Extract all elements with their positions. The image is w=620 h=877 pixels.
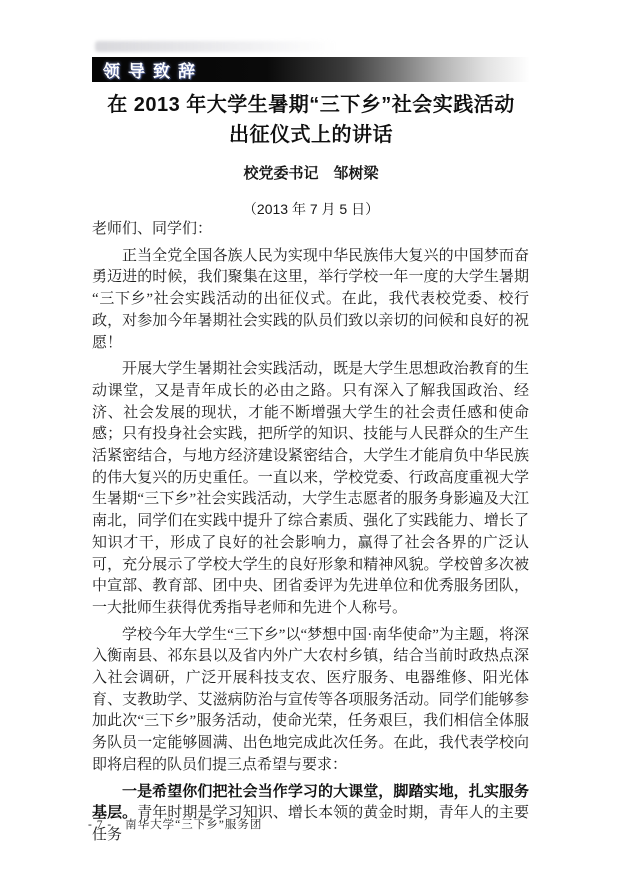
paragraph-4-rest: 青年时期是学习知识、增长本领的黄金时期，青年人的主要任务 — [92, 805, 529, 843]
paragraph-1: 正当全党全国各族人民为实现中华民族伟大复兴的中国梦而奋勇迈进的时候，我们聚集在这里，举行学校一年一度的大学生暑期“三下乡”社会实践活动的出征仪式。在此，我代表校党委、校行政，对参加今年暑期社会实践的队员们致以亲切的问候和良好的祝愿！ — [92, 247, 529, 351]
scan-bleed-artifact — [95, 41, 335, 52]
paragraph-3: 学校今年大学生“三下乡”以“梦想中国·南华使命”为主题，将深入衡南县、祁东县以及省内外广大农村乡镇，结合当前时政热点深入社会调研，广泛开展科技支农、医疗服务、电器维修、阳光体育、支教助学、艾滋病防治与宣传等各项服务活动。同学们能够参加此次“三下乡”服务活动，使命光荣，任务艰巨，我们相信全体服务队员一定能够圆满、出色地完成此次任务。在此，我代表学校向即将启程的队员们提三点希望与要求： — [92, 626, 529, 773]
document-title-line-1: 在 2013 年大学生暑期“三下乡”社会实践活动 — [107, 94, 515, 116]
footer-team-name: 南华大学“三下乡”服务团 — [125, 819, 263, 831]
salutation: 老师们、同学们： — [92, 221, 213, 237]
document-title — [92, 90, 530, 150]
document-body — [92, 219, 529, 852]
section-banner-label: 领导致辞 — [103, 62, 203, 81]
author-line: 校党委书记 邹树梁 — [243, 165, 379, 182]
paragraph-2: 开展大学生暑期社会实践活动，既是大学生思想政治教育的生动课堂，又是青年成长的必由之路。只有深入了解我国政治、经济、社会发展的现状，才能不断增强大学生的社会责任感和使命感；只有投身社会实践，把所学的知识、技能与人民群众的生产生活紧密结合，与地方经济建设紧密结合，大学生才能肩负中华民族的伟大复兴的历史重任。一直以来，学校党委、行政高度重视大学生暑期“三下乡”社会实践活动，大学生志愿者的服务身影遍及大江南北，同学们在实践中提升了综合素质、强化了实践能力、增长了知识才干，形成了良好的社会影响力，赢得了社会各界的广泛认可，充分展示了学校大学生的良好形象和精神风貌。学校曾多次被中宣部、教育部、团中央、团省委评为先进单位和优秀服务团队，一大批师生获得优秀指导老师和先进个人称号。 — [92, 361, 529, 616]
section-banner — [92, 57, 530, 82]
paragraph-4-bold-lead: 一是希望你们把社会当作学习的大课堂，脚踏实地，扎实服务基层。 — [92, 783, 529, 822]
page-number: - 7 - — [88, 819, 113, 831]
date-line: （2013 年 7 月 5 日） — [242, 201, 380, 217]
paragraph-4 — [92, 782, 529, 847]
page-footer — [88, 816, 262, 832]
document-title-line-2: 出征仪式上的讲话 — [229, 124, 393, 146]
